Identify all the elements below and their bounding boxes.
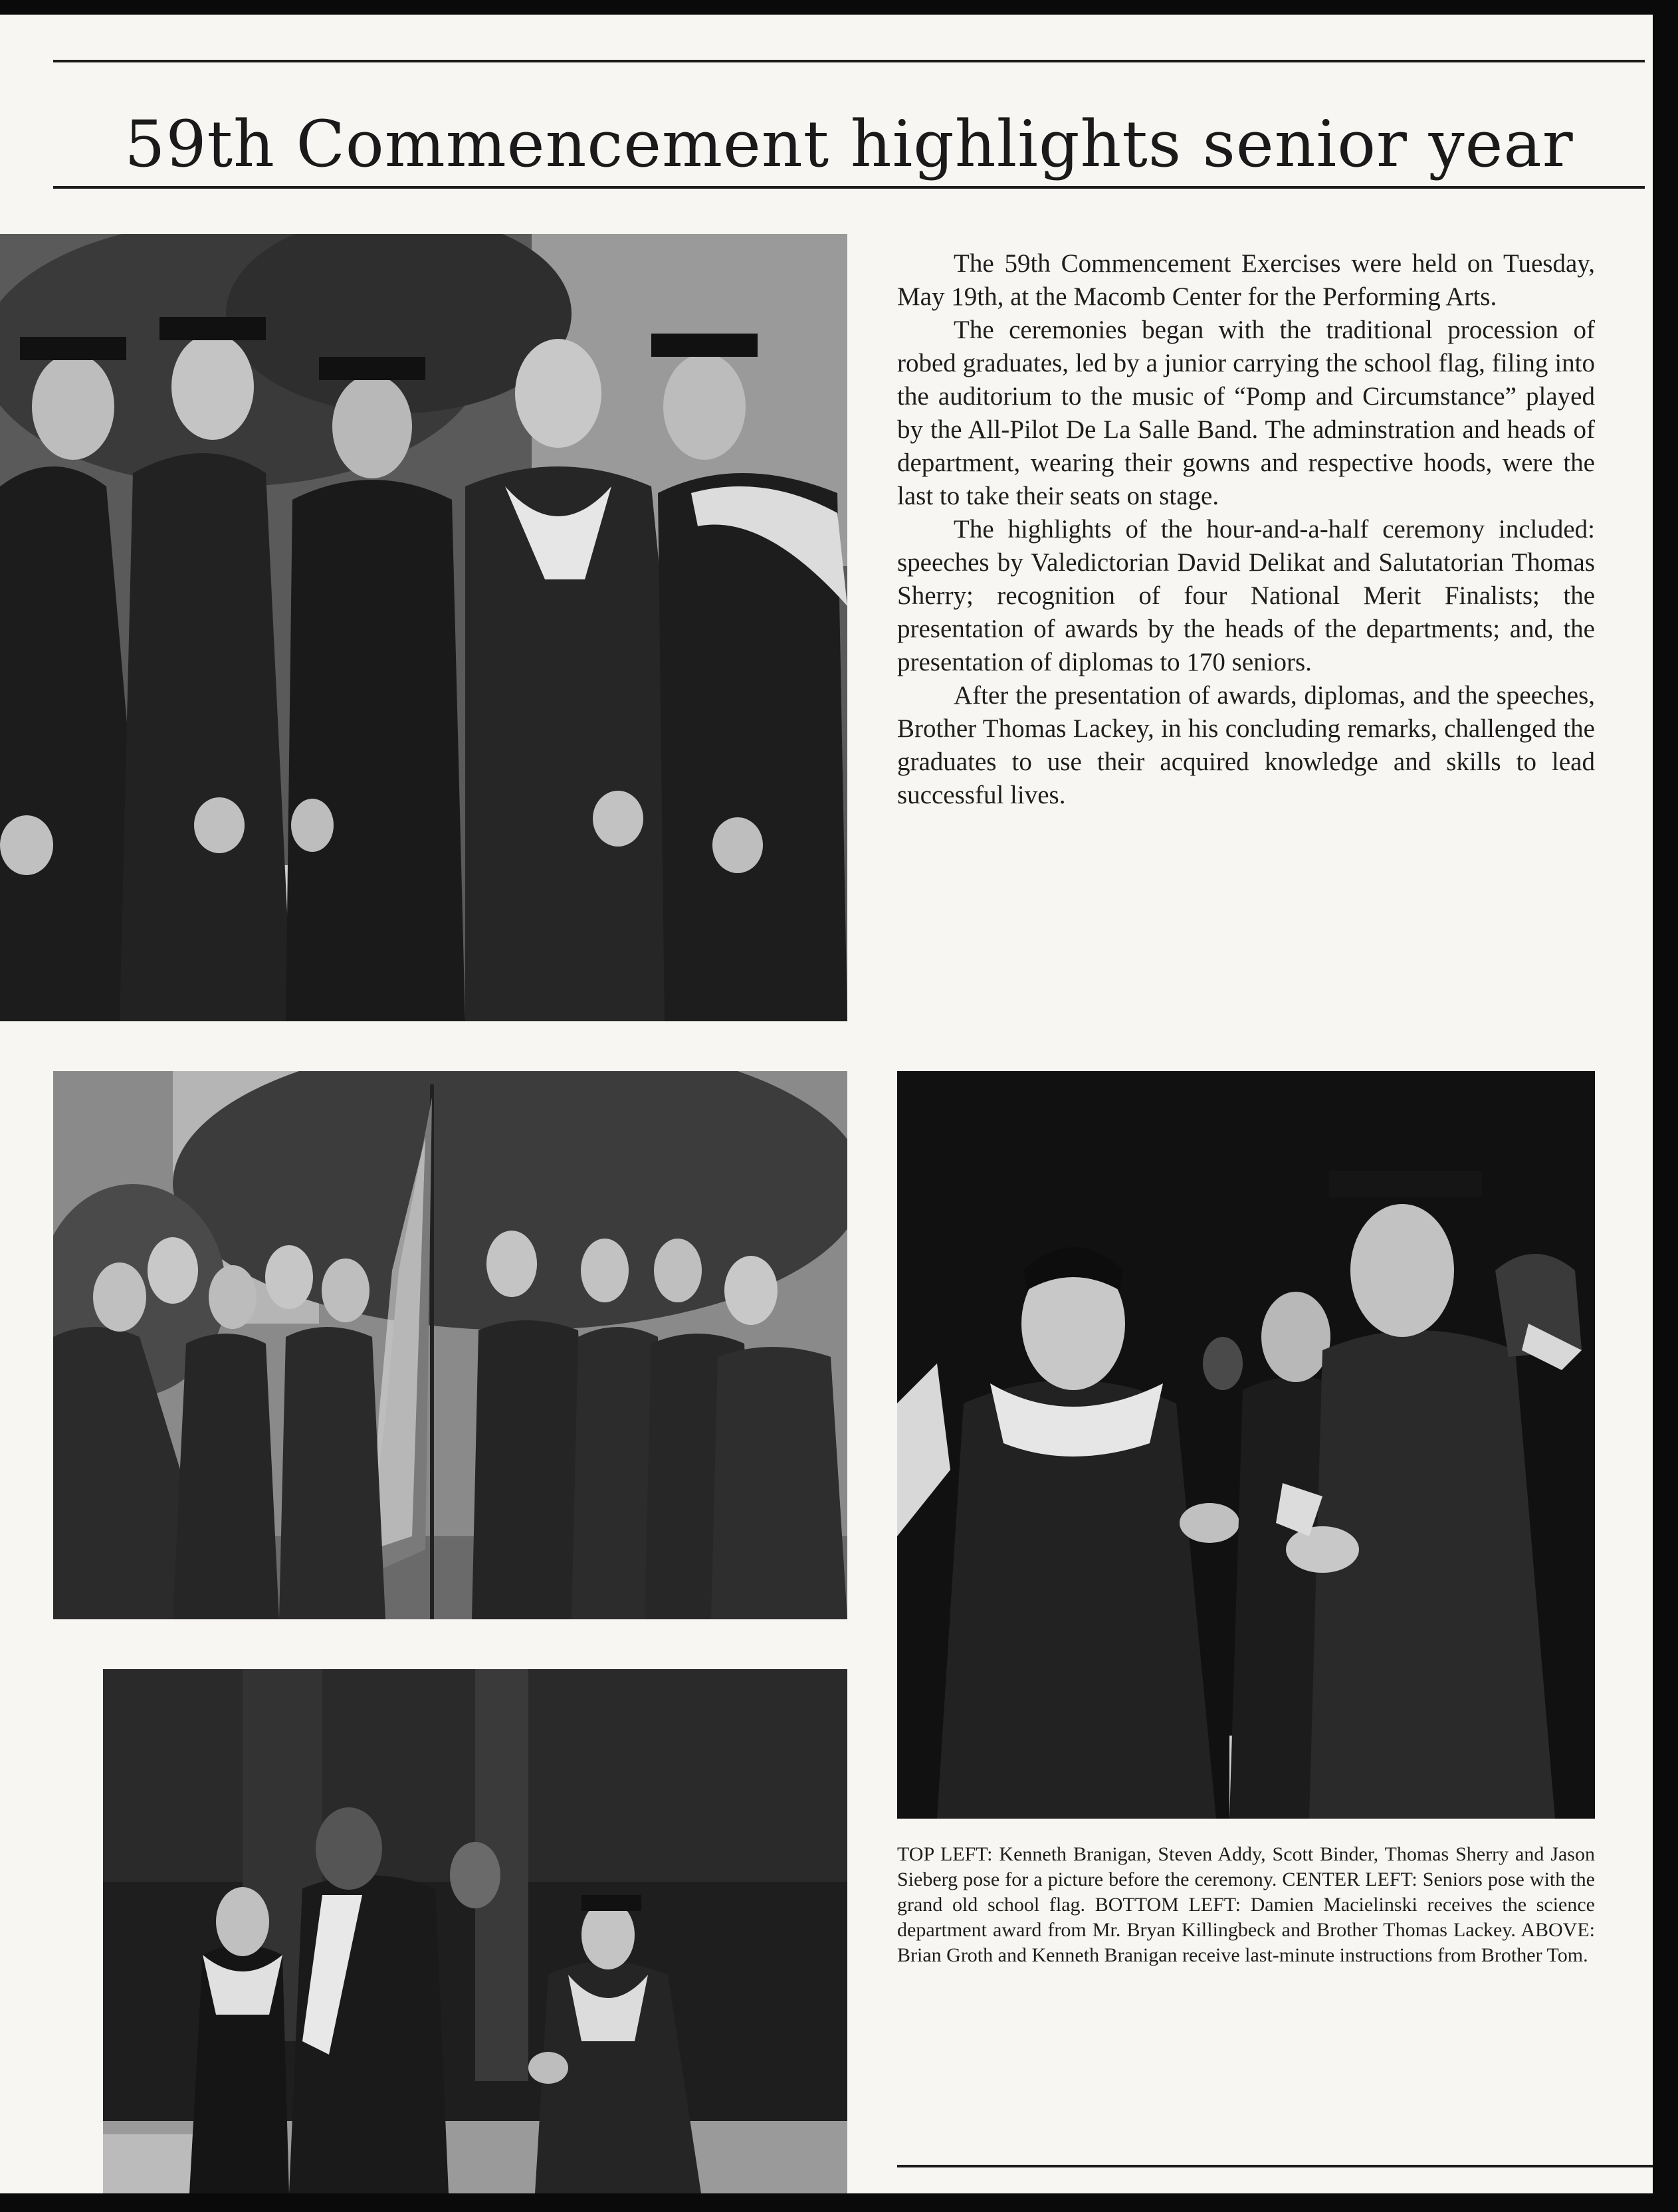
title-bottom-rule <box>53 186 1645 189</box>
paragraph-1: The 59th Commencement Exercises were held on Tuesday, May 19th, at the Macomb Center for the Performing Arts. <box>897 249 1595 311</box>
photo-center-left-seniors-flag <box>53 1071 847 1619</box>
photo-top-left-graduates <box>0 234 847 1021</box>
paragraph-3: The highlights of the hour-and-a-half ceremony included: speeches by Valedictorian David Delikat and Salutatorian Thomas Sherry; recognition of four National Merit Finalists; the presentation of awards by the heads of the departments; and, the presentation of diplomas to 170 seniors. <box>897 515 1595 676</box>
paragraph-2: The ceremonies began with the traditional procession of robed graduates, led by a junior carrying the school flag, filing into the auditorium to the music of “Pomp and Circumstance” played by the All-Pilot De La Salle Band. The adminstration and heads of department, wearing their gowns and respective hoods, were the last to take their seats on stage. <box>897 316 1595 510</box>
article-body <box>897 247 1595 812</box>
photo-right-instructions <box>897 1071 1595 1819</box>
page-title: 59th Commencement highlights senior year <box>124 107 1574 181</box>
photo-bottom-left-award <box>103 1669 847 2193</box>
caption-bottom-rule <box>897 2165 1653 2167</box>
yearbook-page <box>0 15 1653 2193</box>
paragraph-4: After the presentation of awards, diplomas, and the speeches, Brother Thomas Lackey, in his concluding remarks, challenged the graduates to use their acquired knowledge and skills to lead successful lives. <box>897 681 1595 809</box>
title-top-rule <box>53 60 1645 62</box>
photo-caption: TOP LEFT: Kenneth Branigan, Steven Addy, Scott Binder, Thomas Sherry and Jason Sieberg pose for a picture before the ceremony. CENTER LEFT: Seniors pose with the grand old school flag. BOTTOM LEFT: Damien Macielinski receives the science department award from Mr. Bryan Killingbeck and Brother Thomas Lackey. ABOVE: Brian Groth and Kenneth Branigan receive last-minute instructions from Brother Tom. <box>897 1843 1595 1966</box>
